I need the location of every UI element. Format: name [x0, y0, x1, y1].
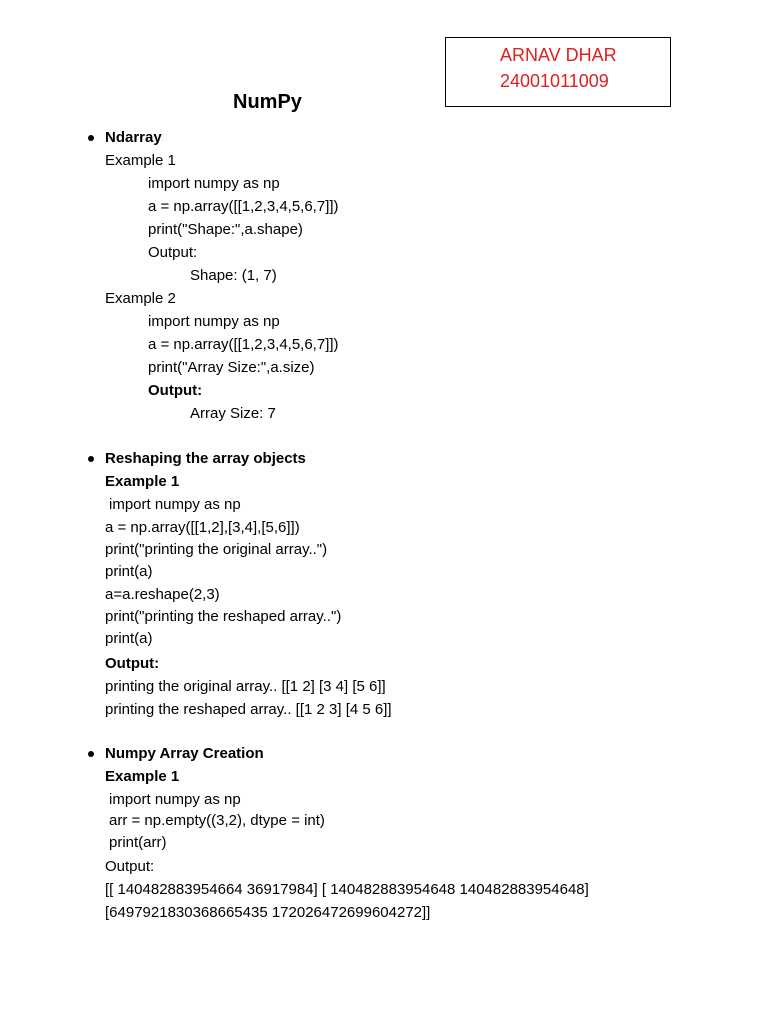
- section-heading-array-creation: Numpy Array Creation: [105, 745, 264, 762]
- output-line: [[ 140482883954664 36917984] [ 140482883954648 140482883954648]: [105, 881, 589, 898]
- code-line: a = np.array([[1,2,3,4,5,6,7]]): [148, 336, 339, 353]
- code-line: a = np.array([[1,2],[3,4],[5,6]]): [105, 519, 300, 536]
- code-line: print(a): [105, 563, 153, 580]
- example-label: Example 1: [105, 152, 176, 169]
- output-line: Shape: (1, 7): [190, 267, 277, 284]
- code-line: print(a): [105, 630, 153, 647]
- output-label: Output:: [105, 858, 155, 875]
- section-heading-ndarray: Ndarray: [105, 129, 162, 146]
- author-name: ARNAV DHAR: [500, 45, 617, 65]
- section-heading-reshaping: Reshaping the array objects: [105, 450, 306, 467]
- code-line: import numpy as np: [109, 791, 241, 808]
- code-line: a = np.array([[1,2,3,4,5,6,7]]): [148, 198, 339, 215]
- code-line: print("Array Size:",a.size): [148, 359, 315, 376]
- code-line: a=a.reshape(2,3): [105, 586, 220, 603]
- code-line: import numpy as np: [148, 175, 280, 192]
- bullet-icon: [88, 751, 94, 757]
- code-line: import numpy as np: [109, 496, 241, 513]
- output-line: printing the original array.. [[1 2] [3 4] [5 6]]: [105, 678, 386, 695]
- output-line: printing the reshaped array.. [[1 2 3] [4 5 6]]: [105, 701, 392, 718]
- example-label: Example 2: [105, 290, 176, 307]
- output-label: Output:: [148, 244, 198, 261]
- bullet-icon: [88, 135, 94, 141]
- code-line: print("printing the original array.."): [105, 541, 328, 558]
- bullet-icon: [88, 456, 94, 462]
- code-line: import numpy as np: [148, 313, 280, 330]
- example-label: Example 1: [105, 768, 180, 785]
- author-id: 24001011009: [500, 71, 609, 91]
- example-label: Example 1: [105, 473, 180, 490]
- code-line: print("Shape:",a.shape): [148, 221, 303, 238]
- code-line: arr = np.empty((3,2), dtype = int): [109, 812, 325, 829]
- page-title: NumPy: [233, 91, 302, 113]
- output-label: Output:: [105, 655, 160, 672]
- output-line: Array Size: 7: [190, 405, 276, 422]
- author-box: [445, 37, 671, 107]
- output-label: Output:: [148, 382, 203, 399]
- code-line: print(arr): [109, 834, 167, 851]
- code-line: print("printing the reshaped array.."): [105, 608, 342, 625]
- output-line: [6497921830368665435 172026472699604272]]: [105, 904, 431, 921]
